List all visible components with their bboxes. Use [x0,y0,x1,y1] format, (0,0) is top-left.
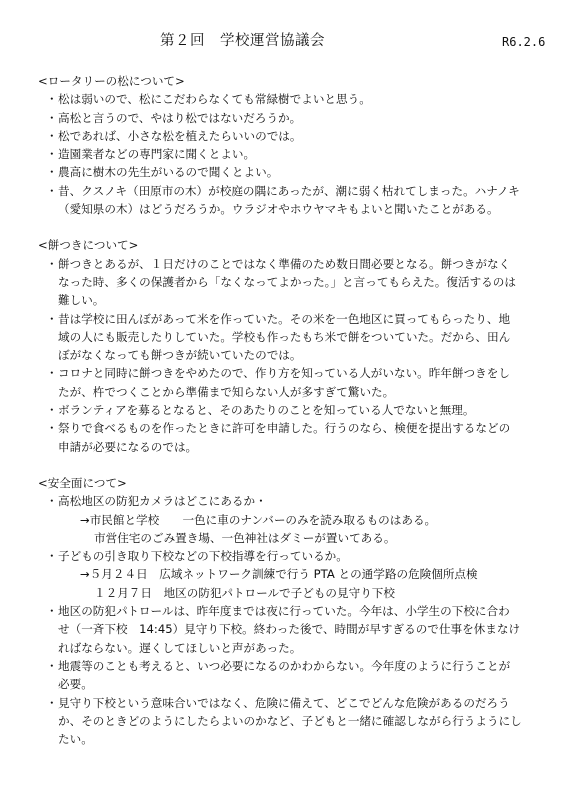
list-item [38,255,558,310]
sub-item-line: 市営住宅のごみ置き場、一色神社はダミーが置いてある。 [94,530,396,545]
sub-item-line: １２月７日 地区の防犯パトロールで子どもの見守り下校 [94,585,395,600]
list-item [38,694,558,749]
list-item [38,364,558,401]
list-item [38,492,558,547]
bullet-point: ・ [46,256,58,271]
list-item [38,602,558,657]
item-text-line: 地震等のことも考えると、いつ必要になるのかわからない。今年度のように行うことが [58,658,511,673]
item-text-line: 域の人にも販売したりしていた。学校も作ったもち米で餅をついていた。だから、田ん [58,329,511,344]
bullet-point: ・ [46,366,58,381]
list-item [38,163,558,181]
bullet-point: ・ [46,147,58,162]
document-body [38,72,558,766]
bullet-point: ・ [46,695,58,710]
item-text-line: 松は弱いので、松にこだわらなくても常緑樹でよいと思う。 [58,92,371,107]
item-text-line: 必要。 [58,677,93,692]
bullet-point: ・ [46,311,58,326]
item-text-line: 子どもの引き取り下校などの下校指導を行っているか。 [58,549,348,564]
bullet-point: ・ [46,494,58,509]
item-text-line: 高松地区の防犯カメラはどこにあるか・ [58,494,267,509]
bullet-point: ・ [46,92,58,107]
item-text-line: （愛知県の木）はどうだろうか。ウラジオやホウヤマキもよいと聞いたことがある。 [58,202,499,217]
bullet-point: ・ [46,165,58,180]
item-text-line: 祭りで食べるものを作ったときに許可を申請した。行うのなら、検便を提出するなどの [58,421,511,436]
item-text-line: 松であれば、小さな松を植えたらいいのでは。 [58,128,302,143]
item-text-line: 見守り下校という意味合いではなく、危険に備えて、どこでどんな危険があるのだろう [58,695,510,710]
item-text-line: コロナと同時に餅つきをやめたので、作り方を知っている人がいない。昨年餅つきをし [58,366,510,381]
section [38,474,558,748]
item-text-line: ぼがなくなっても餅つきが続いていたのでは。 [58,348,302,363]
bullet-point: ・ [46,549,58,564]
bullet-point: ・ [46,421,58,436]
section-heading: <安全面につて> [38,475,127,490]
list-item [38,145,558,163]
item-text-line: 申請が必要になるのでは。 [58,439,198,454]
item-text-line: 地区の防犯パトロールは、昨年度までは夜に行っていた。今年は、小学生の下校に合わ [58,604,510,619]
sub-item-line: →５月２４日 広域ネットワーク訓練で行う PTA との通学路の危険個所点検 [80,567,478,582]
item-text-line: 高松と言うので、やはり松ではないだろうか。 [58,110,302,125]
item-text-line: せ（一斉下校 14:45）見守り下校。終わった後で、時間が早すぎるので仕事を休まなけ [58,622,521,637]
bullet-point: ・ [46,658,58,673]
list-item [38,90,558,108]
item-text-line: ボランティアを募るとなると、そのあたりのことを知っている人でないと無理。 [58,403,475,418]
item-text-line: ればならない。遅くしてほしいと声があった。 [58,640,302,655]
document-header [0,32,584,54]
list-item [38,109,558,127]
item-text-line: 餅つきとあるが、１日だけのことではなく準備のため数日間必要となる。餅つきがなく [58,256,511,271]
item-text-line: 昔は学校に田んぼがあって米を作っていた。その米を一色地区に買ってもらったり、地 [58,311,511,326]
item-text-line: たい。 [58,732,93,747]
sub-item-line: →市民館と学校 一色に車のナンバーのみを読み取るものはある。 [80,512,437,527]
item-text-line: 難しい。 [58,293,105,308]
item-text-line: 農高に樹木の先生がいるので聞くとよい。 [58,165,279,180]
bullet-point: ・ [46,604,58,619]
list-item [38,657,558,694]
section [38,72,558,218]
bullet-point: ・ [46,403,58,418]
list-item [38,401,558,419]
item-text-line: か、そのときどのようにしたらよいのかなど、子どもと一緒に確認しながら行うようにし [58,713,522,728]
item-text-line: 昔、クスノキ（田原市の木）が校庭の隅にあったが、潮に弱く枯れてしまった。ハナノキ [58,183,520,198]
bullet-point: ・ [46,183,58,198]
list-item [38,419,558,456]
item-text-line: たが、杵でつくことから準備まで知らない人が多すぎて驚いた。 [58,384,395,399]
section [38,236,558,456]
item-text-line: 造園業者などの専門家に聞くとよい。 [58,147,256,162]
section-heading: <ロータリーの松について> [38,74,185,88]
document-date: R6.2.6 [502,35,546,49]
bullet-point: ・ [46,110,58,125]
page-title: 第２回 学校運営協議会 [160,33,325,49]
list-item [38,310,558,365]
item-text-line: なった時、多くの保護者から「なくなってよかった。」と言ってもらえた。復活するのは [58,274,516,289]
list-item [38,547,558,602]
section-heading: <餅つきについて> [38,238,139,253]
list-item [38,182,558,219]
bullet-point: ・ [46,128,58,143]
list-item [38,127,558,145]
